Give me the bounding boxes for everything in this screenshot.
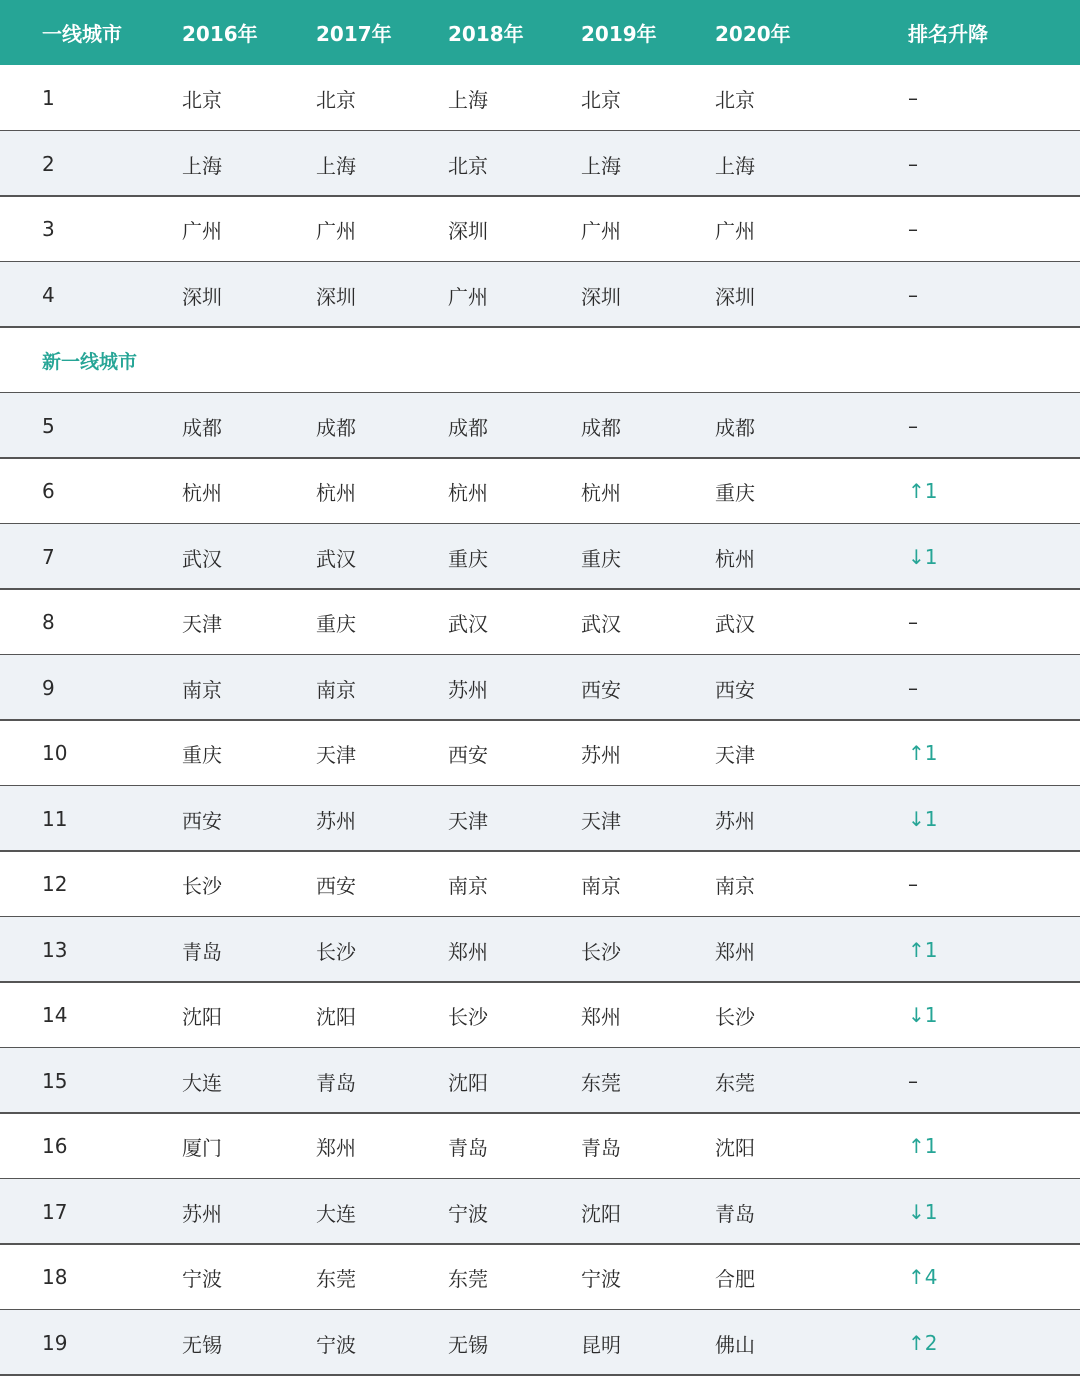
rank-change-cell: – <box>908 872 918 896</box>
city-2019-cell: 南京 <box>581 873 621 898</box>
rank-change-cell: ↑1 <box>908 479 938 503</box>
table-row <box>0 1113 1080 1179</box>
city-2018-cell: 南京 <box>448 873 488 898</box>
rank-change-cell: – <box>908 86 918 110</box>
city-2016-cell: 大连 <box>182 1070 222 1095</box>
header-2016: 2016年 <box>182 22 258 46</box>
city-2019-cell: 西安 <box>581 677 621 702</box>
city-2020-cell: 东莞 <box>715 1070 755 1095</box>
rank-cell: 14 <box>42 1003 68 1027</box>
rank-change-cell: ↓1 <box>908 807 938 831</box>
rank-cell: 17 <box>42 1200 68 1224</box>
city-2019-cell: 沈阳 <box>581 1201 621 1226</box>
rank-cell: 3 <box>42 217 55 241</box>
table-row <box>0 982 1080 1048</box>
city-2020-cell: 深圳 <box>715 284 755 309</box>
city-2017-cell: 东莞 <box>316 1266 356 1291</box>
city-2019-cell: 成都 <box>581 415 621 440</box>
city-2020-cell: 合肥 <box>715 1266 755 1291</box>
city-2018-cell: 苏州 <box>448 677 488 702</box>
city-2018-cell: 宁波 <box>448 1201 488 1226</box>
city-2018-cell: 天津 <box>448 808 488 833</box>
rank-cell: 19 <box>42 1331 68 1355</box>
city-2016-cell: 无锡 <box>182 1332 222 1357</box>
city-2018-cell: 深圳 <box>448 218 488 243</box>
header-2019: 2019年 <box>581 22 657 46</box>
city-2020-cell: 青岛 <box>715 1201 755 1226</box>
rank-change-cell: ↓1 <box>908 1200 938 1224</box>
rank-cell: 13 <box>42 938 68 962</box>
city-2017-cell: 天津 <box>316 742 356 767</box>
city-2019-cell: 昆明 <box>581 1332 621 1357</box>
city-2016-cell: 苏州 <box>182 1201 222 1226</box>
city-2020-cell: 成都 <box>715 415 755 440</box>
city-2020-cell: 武汉 <box>715 611 755 636</box>
city-2018-cell: 青岛 <box>448 1135 488 1160</box>
table-header <box>0 0 1080 65</box>
table-row <box>0 786 1080 852</box>
city-2018-cell: 沈阳 <box>448 1070 488 1095</box>
rank-cell: 15 <box>42 1069 68 1093</box>
city-2020-cell: 沈阳 <box>715 1135 755 1160</box>
rank-change-cell: – <box>908 217 918 241</box>
city-2017-cell: 郑州 <box>316 1135 356 1160</box>
city-2020-cell: 佛山 <box>715 1332 755 1357</box>
city-2018-cell: 西安 <box>448 742 488 767</box>
city-2020-cell: 长沙 <box>715 1004 755 1029</box>
header-2017: 2017年 <box>316 22 392 46</box>
city-2016-cell: 青岛 <box>182 939 222 964</box>
city-2019-cell: 苏州 <box>581 742 621 767</box>
city-2018-cell: 成都 <box>448 415 488 440</box>
header-tier1-city: 一线城市 <box>42 22 122 46</box>
rank-cell: 18 <box>42 1265 68 1289</box>
city-2020-cell: 南京 <box>715 873 755 898</box>
city-2016-cell: 深圳 <box>182 284 222 309</box>
rank-cell: 2 <box>42 152 55 176</box>
rank-change-cell: ↑2 <box>908 1331 938 1355</box>
table-row <box>0 1244 1080 1310</box>
header-2020: 2020年 <box>715 22 791 46</box>
city-2016-cell: 厦门 <box>182 1135 222 1160</box>
city-2016-cell: 上海 <box>182 153 222 178</box>
city-2019-cell: 上海 <box>581 153 621 178</box>
city-2017-cell: 西安 <box>316 873 356 898</box>
rank-change-cell: – <box>908 1069 918 1093</box>
rank-cell: 11 <box>42 807 68 831</box>
table-row <box>0 1048 1080 1114</box>
city-2016-cell: 广州 <box>182 218 222 243</box>
city-2018-cell: 郑州 <box>448 939 488 964</box>
header-rank-change: 排名升降 <box>908 22 988 46</box>
city-2016-cell: 西安 <box>182 808 222 833</box>
city-2017-cell: 宁波 <box>316 1332 356 1357</box>
city-2016-cell: 天津 <box>182 611 222 636</box>
rank-change-cell: – <box>908 152 918 176</box>
table-row <box>0 65 1080 131</box>
city-2018-cell: 重庆 <box>448 546 488 571</box>
rank-change-cell: ↑1 <box>908 938 938 962</box>
table-row <box>0 458 1080 524</box>
table-row <box>0 196 1080 262</box>
rank-change-cell: ↑1 <box>908 741 938 765</box>
city-2017-cell: 广州 <box>316 218 356 243</box>
rank-change-cell: – <box>908 283 918 307</box>
city-2016-cell: 北京 <box>182 87 222 112</box>
city-2016-cell: 长沙 <box>182 873 222 898</box>
table-row <box>0 589 1080 655</box>
city-2017-cell: 沈阳 <box>316 1004 356 1029</box>
table-row <box>0 262 1080 328</box>
city-2020-cell: 北京 <box>715 87 755 112</box>
city-2016-cell: 沈阳 <box>182 1004 222 1029</box>
rank-cell: 4 <box>42 283 55 307</box>
city-2018-cell: 北京 <box>448 153 488 178</box>
rank-change-cell: – <box>908 610 918 634</box>
city-2018-cell: 东莞 <box>448 1266 488 1291</box>
city-2019-cell: 杭州 <box>581 480 621 505</box>
rank-cell: 5 <box>42 414 55 438</box>
city-2019-cell: 东莞 <box>581 1070 621 1095</box>
city-2019-cell: 长沙 <box>581 939 621 964</box>
city-2018-cell: 武汉 <box>448 611 488 636</box>
city-2018-cell: 长沙 <box>448 1004 488 1029</box>
city-2017-cell: 南京 <box>316 677 356 702</box>
city-2019-cell: 郑州 <box>581 1004 621 1029</box>
city-2020-cell: 苏州 <box>715 808 755 833</box>
city-2020-cell: 重庆 <box>715 480 755 505</box>
rank-change-cell: – <box>908 676 918 700</box>
city-2017-cell: 重庆 <box>316 611 356 636</box>
rank-cell: 7 <box>42 545 55 569</box>
rank-cell: 9 <box>42 676 55 700</box>
city-2016-cell: 宁波 <box>182 1266 222 1291</box>
rank-cell: 6 <box>42 479 55 503</box>
city-2017-cell: 青岛 <box>316 1070 356 1095</box>
rank-cell: 1 <box>42 86 55 110</box>
rank-change-cell: ↑4 <box>908 1265 938 1289</box>
city-2019-cell: 天津 <box>581 808 621 833</box>
city-2016-cell: 南京 <box>182 677 222 702</box>
city-2018-cell: 上海 <box>448 87 488 112</box>
city-2020-cell: 上海 <box>715 153 755 178</box>
header-2018: 2018年 <box>448 22 524 46</box>
city-2018-cell: 无锡 <box>448 1332 488 1357</box>
city-2016-cell: 武汉 <box>182 546 222 571</box>
section-new-tier1 <box>0 327 1080 393</box>
city-2019-cell: 深圳 <box>581 284 621 309</box>
city-2019-cell: 宁波 <box>581 1266 621 1291</box>
table-row <box>0 524 1080 590</box>
city-2020-cell: 天津 <box>715 742 755 767</box>
rank-cell: 16 <box>42 1134 68 1158</box>
city-2017-cell: 深圳 <box>316 284 356 309</box>
city-2018-cell: 杭州 <box>448 480 488 505</box>
city-2020-cell: 广州 <box>715 218 755 243</box>
city-2020-cell: 杭州 <box>715 546 755 571</box>
city-2019-cell: 广州 <box>581 218 621 243</box>
city-2016-cell: 成都 <box>182 415 222 440</box>
city-2017-cell: 杭州 <box>316 480 356 505</box>
rank-change-cell: ↓1 <box>908 545 938 569</box>
city-2019-cell: 北京 <box>581 87 621 112</box>
rank-cell: 10 <box>42 741 68 765</box>
city-2016-cell: 重庆 <box>182 742 222 767</box>
table-row <box>0 1310 1080 1376</box>
table-row <box>0 720 1080 786</box>
table-row <box>0 917 1080 983</box>
rank-change-cell: ↓1 <box>908 1003 938 1027</box>
city-2017-cell: 长沙 <box>316 939 356 964</box>
section-label: 新一线城市 <box>42 350 138 373</box>
rank-change-cell: ↑1 <box>908 1134 938 1158</box>
city-2020-cell: 郑州 <box>715 939 755 964</box>
row-divider <box>0 1374 1080 1376</box>
table-row <box>0 131 1080 197</box>
city-2019-cell: 青岛 <box>581 1135 621 1160</box>
rank-cell: 12 <box>42 872 68 896</box>
city-2019-cell: 武汉 <box>581 611 621 636</box>
city-2017-cell: 武汉 <box>316 546 356 571</box>
city-2017-cell: 苏州 <box>316 808 356 833</box>
rank-change-cell: – <box>908 414 918 438</box>
city-2016-cell: 杭州 <box>182 480 222 505</box>
table-row <box>0 393 1080 459</box>
city-2017-cell: 大连 <box>316 1201 356 1226</box>
table-row <box>0 655 1080 721</box>
city-2017-cell: 上海 <box>316 153 356 178</box>
city-2020-cell: 西安 <box>715 677 755 702</box>
city-2017-cell: 成都 <box>316 415 356 440</box>
table-row <box>0 1179 1080 1245</box>
city-2019-cell: 重庆 <box>581 546 621 571</box>
city-2017-cell: 北京 <box>316 87 356 112</box>
rank-cell: 8 <box>42 610 55 634</box>
table-row <box>0 851 1080 917</box>
city-2018-cell: 广州 <box>448 284 488 309</box>
